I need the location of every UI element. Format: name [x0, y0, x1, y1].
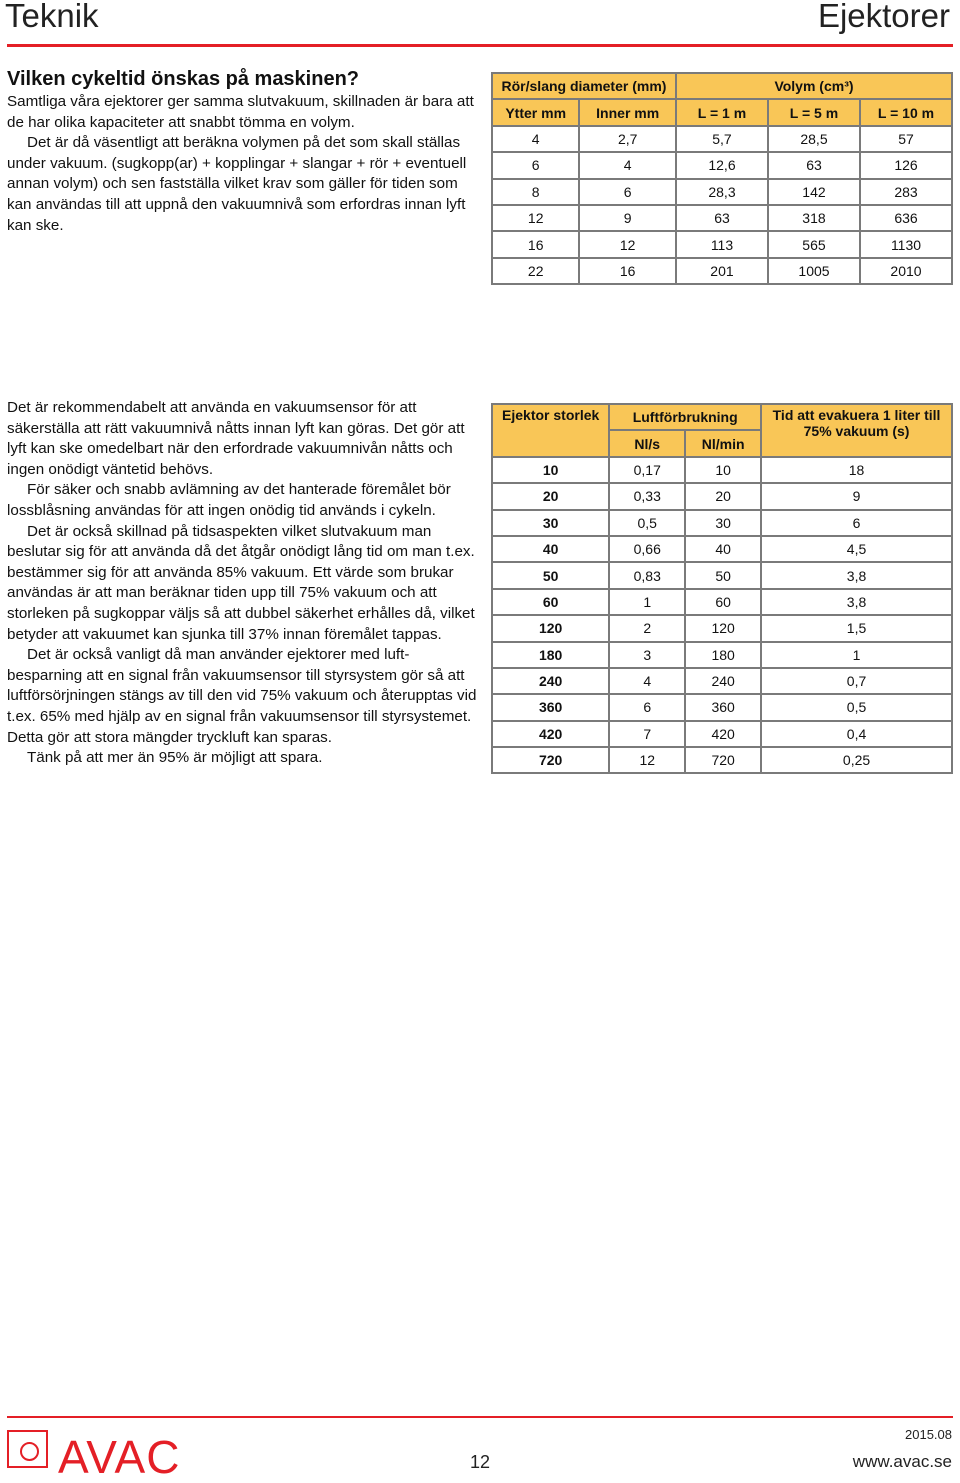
table-cell: 9 — [579, 205, 676, 231]
table-cell: 60 — [492, 589, 609, 615]
table-cell: 0,5 — [761, 694, 952, 720]
table-cell: 0,66 — [609, 536, 685, 562]
table-row — [492, 258, 952, 284]
tube-diameter-header: Rör/slang diameter (mm) — [492, 73, 676, 99]
ejector-size-header: Ejektor storlek — [492, 404, 609, 457]
col-header: L = 1 m — [676, 99, 768, 125]
table-cell: 20 — [492, 483, 609, 509]
table-cell: 180 — [492, 642, 609, 668]
table-cell: 2010 — [860, 258, 952, 284]
table-cell: 10 — [492, 457, 609, 483]
table-cell: 1005 — [768, 258, 860, 284]
col-header: Inner mm — [579, 99, 676, 125]
intro-section — [7, 66, 477, 236]
table-cell: 126 — [860, 152, 952, 178]
table-cell: 1 — [761, 642, 952, 668]
table-cell: 283 — [860, 179, 952, 205]
table-cell: 0,25 — [761, 747, 952, 773]
table-row — [492, 231, 952, 257]
table-cell: 50 — [492, 562, 609, 588]
ejector-table — [491, 403, 953, 774]
body-paragraph-4: Det är också vanligt då man använder ejektorer med luftbesparning att en signal från vakuumsensor till styrsystem gör så att luftförsörjningen stängs av till den vid 75% vakuum och återupptas vid t.ex. 65% med hjälp av en signal från vakuumsensor till styrsystemet. Detta gör att stora mängder tryckluft kan sparas. — [7, 646, 477, 746]
intro-paragraph-2: Det är då väsentligt att beräkna volymen på det som skall ställas under vakuum. (sugkopp(ar) + kopplingar + slangar + rör + eventuell annan volym) och sen fastställa vilket krav som gäller för tiden som kan användas till att uppnå den vakuumnivå som erfordras innan lyft kan ske. — [7, 134, 467, 234]
body-paragraph-2: För säker och snabb avlämning av det hanterade föremålet bör lossblåsning användas för att ingen onödig tid används i cykeln. — [7, 481, 451, 519]
table-cell: 28,5 — [768, 126, 860, 152]
table-row — [492, 642, 952, 668]
table-row — [492, 152, 952, 178]
table-row — [492, 615, 952, 641]
table-cell: 180 — [685, 642, 761, 668]
table-cell: 240 — [685, 668, 761, 694]
table-cell: 0,17 — [609, 457, 685, 483]
table-cell: 57 — [860, 126, 952, 152]
footer-rule — [7, 1416, 953, 1418]
table-row — [492, 205, 952, 231]
table-cell: 16 — [579, 258, 676, 284]
table-cell: 16 — [492, 231, 579, 257]
table-cell: 1,5 — [761, 615, 952, 641]
nl-per-second-header: Nl/s — [609, 430, 685, 456]
table-cell: 636 — [860, 205, 952, 231]
nl-per-minute-header: Nl/min — [685, 430, 761, 456]
table-row — [492, 457, 952, 483]
edition-date: 2015.08 — [905, 1427, 952, 1442]
table-cell: 2,7 — [579, 126, 676, 152]
table-cell: 0,33 — [609, 483, 685, 509]
header-rule — [7, 44, 953, 47]
tube-volume-table — [491, 72, 953, 285]
table-cell: 240 — [492, 668, 609, 694]
table-cell: 63 — [676, 205, 768, 231]
table-cell: 201 — [676, 258, 768, 284]
brand-logo: AVAC — [58, 1431, 181, 1483]
logo-mark-icon — [7, 1430, 48, 1468]
table-cell: 28,3 — [676, 179, 768, 205]
table-cell: 0,4 — [761, 721, 952, 747]
intro-paragraph-1: Samtliga våra ejektorer ger samma slutvakuum, skillnaden är bara att de har olika kapaciteter att snabbt tömma en volym. — [7, 93, 474, 131]
table-cell: 20 — [685, 483, 761, 509]
table-cell: 2 — [609, 615, 685, 641]
evacuation-time-header: Tid att evakuera 1 liter till 75% vakuum (s) — [761, 404, 952, 457]
table-cell: 30 — [492, 510, 609, 536]
col-header: Ytter mm — [492, 99, 579, 125]
col-header: L = 10 m — [860, 99, 952, 125]
table-cell: 40 — [685, 536, 761, 562]
table-cell: 720 — [685, 747, 761, 773]
table-cell: 0,7 — [761, 668, 952, 694]
table-cell: 22 — [492, 258, 579, 284]
table-cell: 565 — [768, 231, 860, 257]
table-row — [492, 721, 952, 747]
table-cell: 113 — [676, 231, 768, 257]
table-cell: 12,6 — [676, 152, 768, 178]
tube-column-headers — [492, 99, 952, 125]
table-cell: 40 — [492, 536, 609, 562]
table-cell: 4 — [609, 668, 685, 694]
page-number: 12 — [470, 1452, 491, 1472]
intro-heading: Vilken cykeltid önskas på maskinen? — [7, 68, 360, 90]
table-cell: 318 — [768, 205, 860, 231]
body-paragraph-5: Tänk på att mer än 95% är möjligt att spara. — [27, 749, 323, 767]
table-cell: 9 — [761, 483, 952, 509]
website-link[interactable]: www.avac.se — [852, 1452, 952, 1471]
table-row — [492, 747, 952, 773]
table-cell: 360 — [685, 694, 761, 720]
table-row — [492, 536, 952, 562]
table-cell: 0,5 — [609, 510, 685, 536]
section-title: Teknik — [5, 0, 99, 34]
table-cell: 360 — [492, 694, 609, 720]
table-cell: 6 — [492, 152, 579, 178]
table-cell: 12 — [492, 205, 579, 231]
col-header: L = 5 m — [768, 99, 860, 125]
table-cell: 1130 — [860, 231, 952, 257]
table-cell: 0,83 — [609, 562, 685, 588]
table-cell: 12 — [609, 747, 685, 773]
air-consumption-header: Luftförbrukning — [609, 404, 761, 430]
table-row — [492, 510, 952, 536]
body-section — [7, 398, 477, 769]
volume-header: Volym (cm³) — [676, 73, 952, 99]
table-row — [492, 179, 952, 205]
table-cell: 420 — [492, 721, 609, 747]
table-cell: 420 — [685, 721, 761, 747]
table-cell: 10 — [685, 457, 761, 483]
body-paragraph-1: Det är rekommendabelt att använda en vakuumsensor för att säkerställa att rätt vakuumnivå nåtts innan lyft kan göras. Det gör att lyft kan ske omedelbart när den erfordrade vakuumnivån nåtts och ingen onödigt väntetid behövs. — [7, 399, 465, 478]
table-cell: 142 — [768, 179, 860, 205]
table-cell: 4,5 — [761, 536, 952, 562]
table-row — [492, 589, 952, 615]
table-cell: 5,7 — [676, 126, 768, 152]
table-cell: 7 — [609, 721, 685, 747]
table-cell: 50 — [685, 562, 761, 588]
table-cell: 6 — [761, 510, 952, 536]
table-row — [492, 126, 952, 152]
table-cell: 60 — [685, 589, 761, 615]
table-cell: 6 — [609, 694, 685, 720]
body-paragraph-3: Det är också skillnad på tidsaspekten vilket slutvakuum man beslutar sig för att använda då det åtgår onödigt lång tid om man t.ex. bestämmer sig för att använda 85% vakuum. Ett värde som brukar användas är att man beräknar tiden upp till 75% vakuum och att storleken på sugkoppar väljs så att dubbel säkerhet erhålles då, vilket betyder att vakuumet kan sjunka till 37% innan föremålet tappas. — [7, 522, 475, 643]
table-cell: 120 — [492, 615, 609, 641]
table-cell: 3,8 — [761, 562, 952, 588]
table-cell: 63 — [768, 152, 860, 178]
table-row — [492, 694, 952, 720]
table-cell: 3 — [609, 642, 685, 668]
table-cell: 30 — [685, 510, 761, 536]
table-cell: 4 — [492, 126, 579, 152]
table-cell: 8 — [492, 179, 579, 205]
table-cell: 120 — [685, 615, 761, 641]
table-row — [492, 562, 952, 588]
table-cell: 4 — [579, 152, 676, 178]
table-cell: 12 — [579, 231, 676, 257]
table-cell: 6 — [579, 179, 676, 205]
table-cell: 1 — [609, 589, 685, 615]
chapter-title: Ejektorer — [817, 0, 950, 34]
table-row — [492, 483, 952, 509]
table-row — [492, 668, 952, 694]
table-cell: 18 — [761, 457, 952, 483]
table-cell: 720 — [492, 747, 609, 773]
table-cell: 3,8 — [761, 589, 952, 615]
